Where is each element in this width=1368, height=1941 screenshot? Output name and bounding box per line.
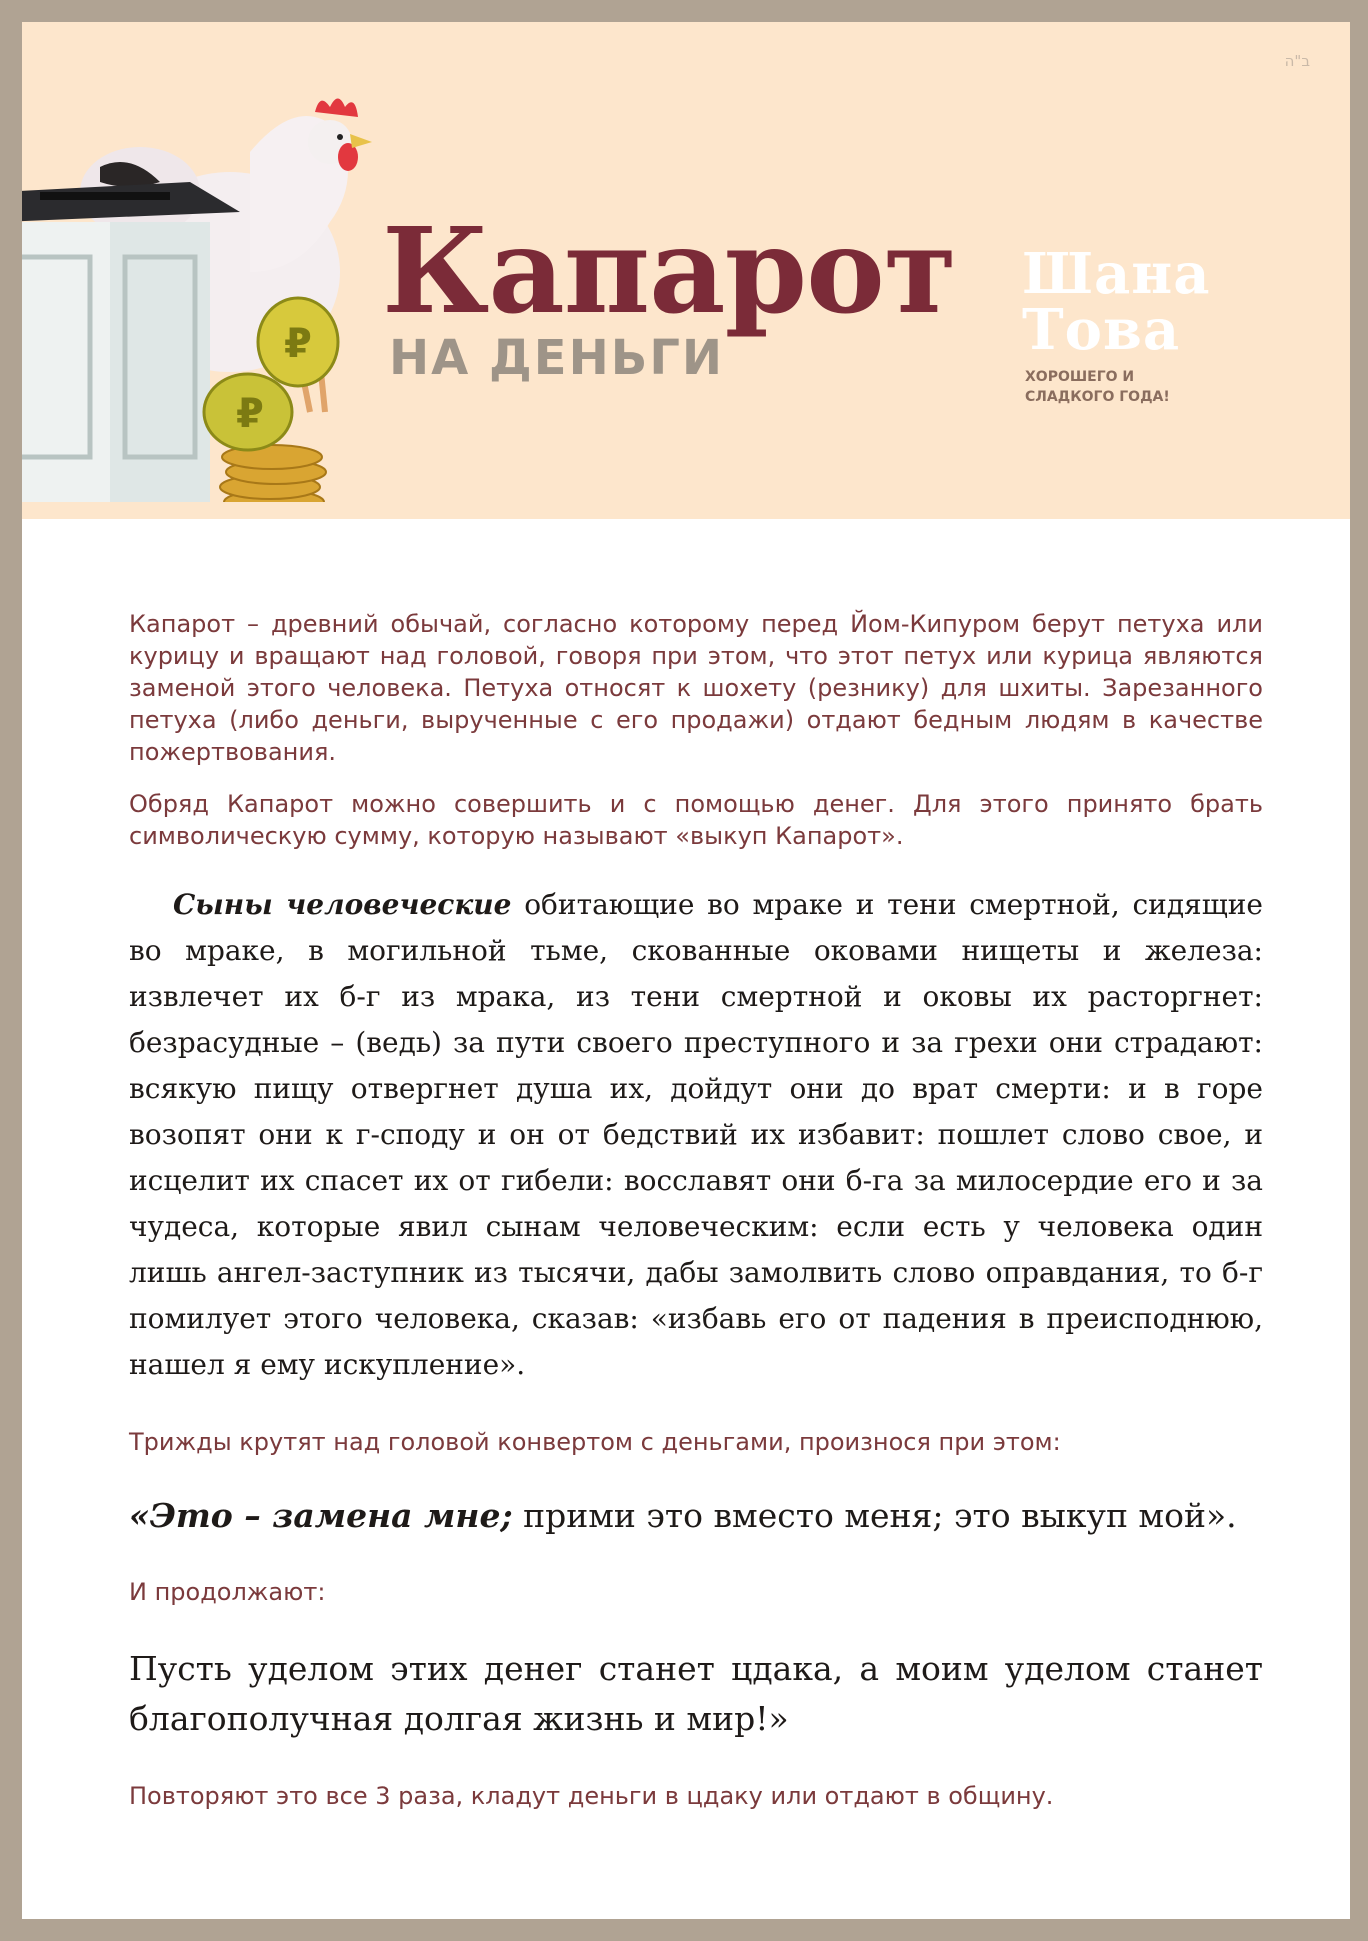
page-subtitle: НА ДЕНЬГИ bbox=[389, 330, 725, 386]
prayer-text: обитающие во мраке и тени смертной, сидящие во мраке, в могильной тьме, скованные оковами нищеты и железа: извлечет их б-г из мрака, из тени смертной и оковы их расторгнет: безрасудные – (ведь) за пути своего преступного и за грехи они страдают: всякую пищу отвергнет душа их, дойдут они до врат смерти: и в горе возопят они к г-споду и он от бедствий их избавит: пошлет слово свое, и исцелит их спасет их от гибели: восславят они б-га за милосердие его и за чудеса, которые явил сынам человеческим: если есть у человека один лишь ангел-заступник из тысячи, дабы замолвить слово оправдания, то б-г помилует этого человека, сказав: «избавь его от падения в преисподнюю, нашел я ему искупление». bbox=[129, 888, 1263, 1381]
greeting-subtitle-line-2: СЛАДКОГО ГОДА! bbox=[1025, 389, 1170, 405]
quote-text: прими это вместо меня; это выкуп мой». bbox=[512, 1496, 1237, 1535]
intro-paragraph-1: Капарот – древний обычай, согласно которому перед Йом-Кипуром берут петуха или курицу и вращают над головой, говоря при этом, что этот петух или курица являются заменой этого человека. Петуха относят к шохету (резнику) для шхиты. Зарезанного петуха (либо деньги, вырученные с его продажи) отдают бедным людям в качестве пожертвования. bbox=[129, 610, 1263, 766]
svg-text:₽: ₽ bbox=[236, 391, 264, 437]
prayer-lead: Сыны человеческие bbox=[173, 888, 512, 921]
page-title: Капарот bbox=[382, 201, 956, 340]
prayer-paragraph bbox=[129, 882, 1263, 1388]
greeting-subtitle-line-1: ХОРОШЕГО И bbox=[1025, 369, 1135, 385]
tzedakah-box-rooster-coins-illustration bbox=[22, 72, 380, 502]
final-note: Повторяют это все 3 раза, кладут деньги в цдаку или отдают в общину. bbox=[129, 1782, 1054, 1810]
intro-paragraph-2: Обряд Капарот можно совершить и с помощью денег. Для этого принято брать символическую сумму, которую называют «выкуп Капарот». bbox=[129, 790, 1263, 850]
greeting: Шана Това bbox=[1022, 241, 1211, 363]
header-banner bbox=[22, 22, 1350, 519]
svg-text:₽: ₽ bbox=[284, 321, 312, 367]
instruction-2: И продолжают: bbox=[129, 1578, 326, 1606]
substitution-quote bbox=[129, 1492, 1263, 1540]
quote-lead: «Это – замена мне; bbox=[129, 1496, 513, 1535]
greeting-subtitle bbox=[1025, 367, 1170, 407]
page bbox=[22, 22, 1350, 1919]
instruction-1: Трижды крутят над головой конвертом с деньгами, произнося при этом: bbox=[129, 1428, 1061, 1456]
bh-mark: ב"ה bbox=[1284, 52, 1310, 70]
closing-prayer: Пусть уделом этих денег станет цдака, а моим уделом станет благополучная долгая жизнь и мир!» bbox=[129, 1649, 1263, 1738]
